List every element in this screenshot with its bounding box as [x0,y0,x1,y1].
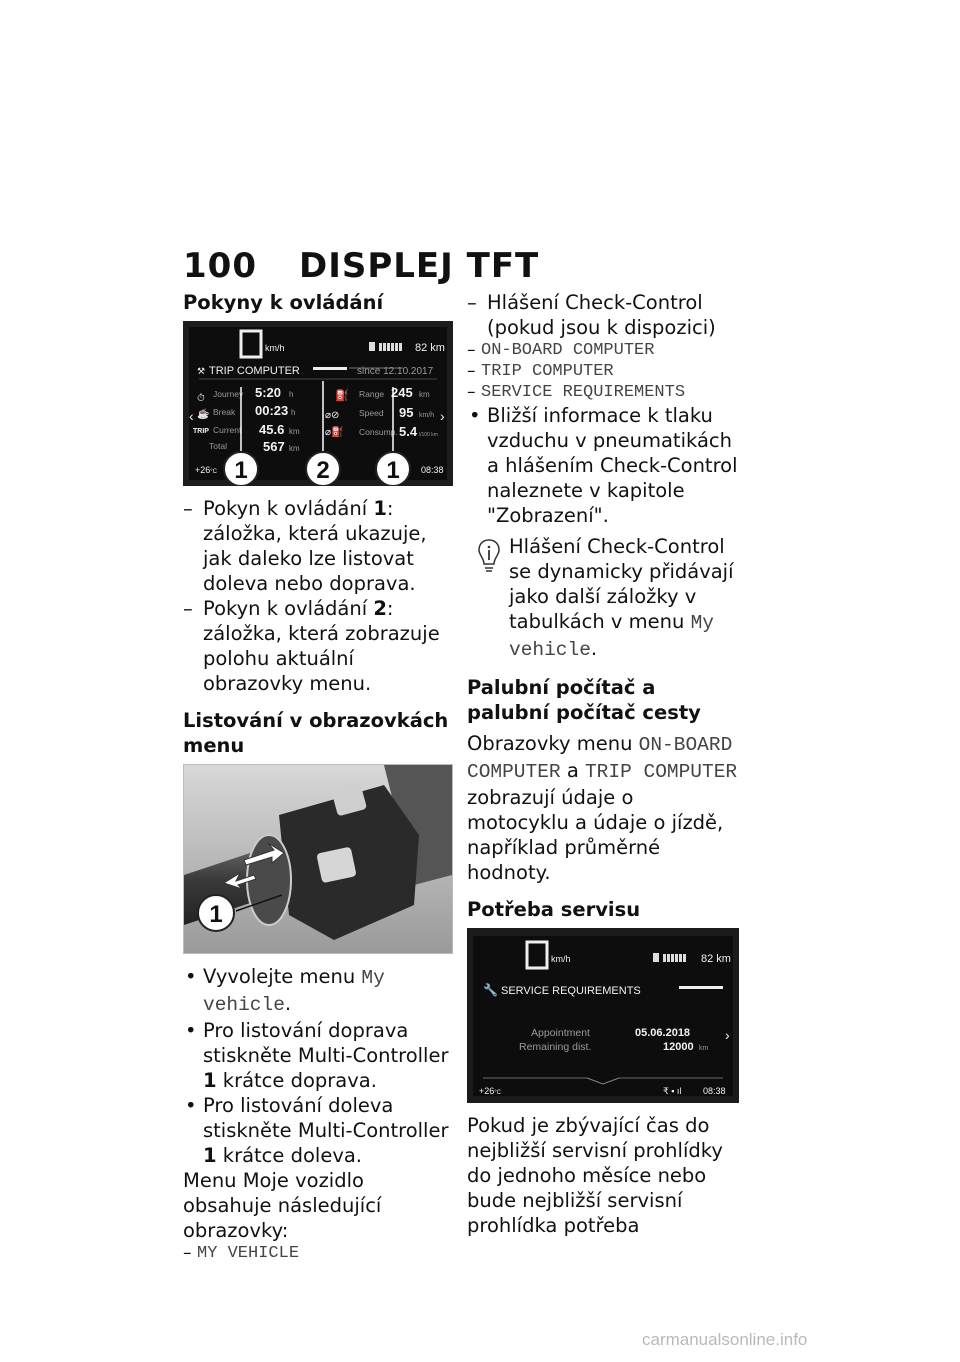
range-top: 82 km [415,342,445,354]
watermark: carmanualsonline.info [642,1330,808,1349]
speed-unit: km/h [265,343,285,353]
row-value-journey: 5:20 [255,385,282,400]
row-unit-current: km [289,427,300,436]
row-unit-range: km [419,390,430,399]
remaining-distance-unit: km [699,1045,709,1052]
row-value-speed: 95 [399,405,414,420]
fuel-icon [369,342,375,351]
temperature-readout: +26°C [195,465,218,475]
callout-number-controller: 1 [209,901,223,928]
clock-readout: 08:38 [421,465,444,475]
fuel-pump-icon: ⛽ [335,390,349,402]
chevron-right-icon: › [725,1027,730,1043]
callout-number-2: 2 [316,457,330,484]
wrench-icon: 🔧 [483,983,498,997]
instruction-call-menu: • Vyvolejte menu My vehicle. [183,964,453,1018]
row-label-current: Current [213,425,242,435]
remaining-distance-value: 12000 [663,1041,694,1053]
info-icon [477,538,501,574]
row-value-range: 245 [391,385,413,400]
callout-number-1b: 1 [386,457,400,484]
section-heading-service: Potřeba servisu [467,898,641,921]
chevron-left-icon: ‹ [189,408,194,424]
menu-contents-intro: Menu Moje vozidlo obsahuje následující obrazovky: [183,1169,382,1242]
row-unit-break: h [291,408,296,417]
row-unit-total: km [289,444,300,453]
average-speed-icon: ⌀⊘ [325,410,340,421]
tft-display-illustration [183,321,453,486]
control-hint-1: – Pokyn k ovládání 1: záložka, která ukazuje, jak daleko lze listovat doleva nebo doprava. [183,496,453,596]
row-label-break: Break [213,407,236,417]
row-value-break: 00:23 [255,403,289,418]
handlebar-illustration [184,765,452,953]
callout-number-1a: 1 [234,457,248,484]
row-unit-consumption: l/100 km [419,432,438,438]
section-heading-scrolling: Listování v obrazovkách menu [183,709,449,757]
instruction-scroll-right: • Pro listování doprava stiskněte Multi-Controller 1 krátce doprava. [183,1018,453,1093]
row-value-consumption: 5.4 [399,424,418,439]
speed-unit: km/h [551,954,571,964]
row-value-total: 567 [263,439,285,454]
right-column [467,290,739,1238]
stopwatch-icon: ⏱ [197,393,205,404]
service-paragraph: Pokud je zbývající čas do nejbližší servisní prohlídky do jednoho měsíce nebo bude nejbližší servisní prohlídka potřeba [467,1114,723,1237]
row-unit-speed: km/h [419,412,435,419]
row-label-total: Total [209,441,227,451]
section-heading-controls: Pokyny k ovládání [183,291,384,314]
row-unit-journey: h [289,390,294,399]
onboard-paragraph: Obrazovky menu ON-BOARD COMPUTER a TRIP COMPUTER zobrazují údaje o motocyklu a údaje o jízdě, například průměrné hodnoty. [467,732,738,884]
trip-icon: TRIP [193,428,209,435]
more-info-bullet: • Bližší informace k tlaku vzduchu v pneumatikách a hlášením Check-Control naleznete v kapitole "Zobrazení". [467,403,739,528]
coffee-icon: ☕ [197,409,210,420]
menu-item-my-vehicle: – MY VEHICLE [183,1243,453,1264]
info-note-text: Hlášení Check-Control se dynamicky přidávají jako další záložky v tabulkách v menu My vehicle. [509,535,734,661]
clock-readout: 08:38 [703,1086,726,1096]
since-date: since 12.10.2017 [357,366,434,377]
tab-title: TRIP COMPUTER [209,365,300,377]
control-hint-2: – Pokyn k ovládání 2: záložka, která zobrazuje polohu aktuální obrazovky menu. [183,596,453,696]
status-icons: ₹ ▪ ıl [663,1086,682,1096]
fuel-icon [653,953,659,962]
row-label-speed: Speed [359,408,384,418]
range-top: 82 km [701,953,731,965]
info-note [467,534,739,663]
tab-title: SERVICE REQUIREMENTS [501,985,641,997]
left-column [183,290,453,1264]
chapter-title: DISPLEJ TFT [298,246,540,286]
menu-item-onboard-computer: – ON-BOARD COMPUTER [467,340,739,361]
row-label-consumption: Consump. [359,427,398,437]
figure-service-display [467,928,739,1103]
figure-multi-controller [183,764,453,954]
page-number: 100 [183,246,257,286]
appointment-label: Appointment [531,1027,590,1039]
appointment-value: 05.06.2018 [635,1027,691,1039]
menu-item-check-control: – Hlášení Check-Control (pokud jsou k dispozici) [467,290,739,340]
chevron-right-icon: › [440,408,445,424]
average-consumption-icon: ⌀⛽ [325,427,344,438]
remaining-distance-label: Remaining dist. [519,1041,592,1053]
figure-trip-computer-display [183,321,453,486]
tab-position-indicator [313,367,347,370]
instruction-scroll-left: • Pro listování doleva stiskněte Multi-Controller 1 krátce doleva. [183,1093,453,1168]
row-label-range: Range [359,389,385,399]
row-label-journey: Journey [213,389,244,399]
temperature-readout: +26°C [479,1086,502,1096]
menu-item-trip-computer: – TRIP COMPUTER [467,361,739,382]
service-display-illustration [467,928,739,1103]
row-value-current: 45.6 [259,422,285,437]
page-header [183,246,539,286]
menu-item-service-requirements: – SERVICE REQUIREMENTS [467,382,739,403]
section-heading-onboard: Palubní počítač a palubní počítač cesty [467,676,701,724]
wrench-icon: ⚒ [197,366,206,376]
tab-position-indicator [679,986,723,989]
